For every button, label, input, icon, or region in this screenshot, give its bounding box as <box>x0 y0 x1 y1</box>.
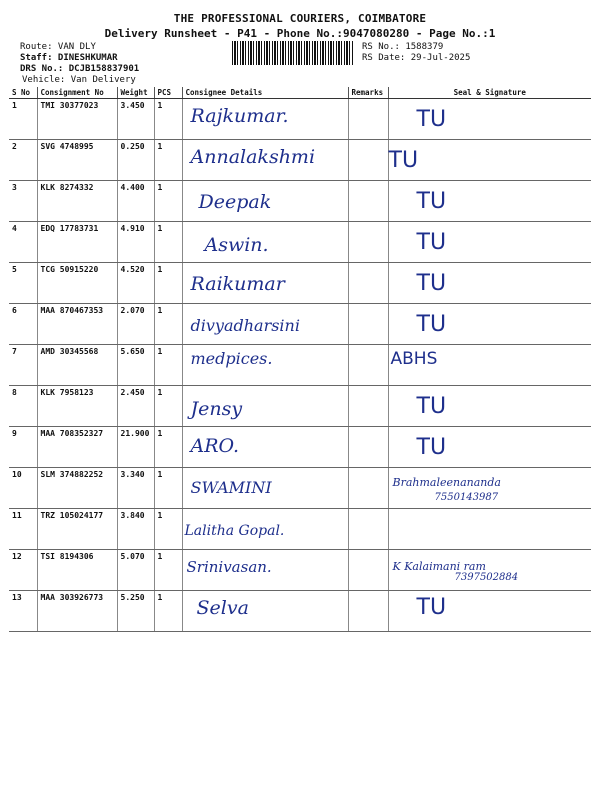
handwritten-seal: TU <box>416 230 447 255</box>
cell-consignment: TRZ 105024177 <box>37 509 117 550</box>
cell-consignee <box>182 591 348 632</box>
staff-label: Staff: DINESHKUMAR <box>20 53 118 63</box>
cell-seal <box>388 304 591 345</box>
handwritten-signature: Rajkumar. <box>190 105 289 127</box>
cell-remarks <box>348 509 388 550</box>
cell-weight: 4.520 <box>117 263 154 304</box>
col-header-remarks: Remarks <box>348 87 388 99</box>
handwritten-seal: K Kalaimani ram <box>392 560 486 573</box>
cell-consignee <box>182 263 348 304</box>
handwritten-seal: TU <box>416 595 447 620</box>
cell-consignment: AMD 30345568 <box>37 345 117 386</box>
col-header-seal: Seal & Signature <box>388 87 591 99</box>
cell-seal <box>388 99 591 140</box>
handwritten-phone: 7397502884 <box>454 572 519 583</box>
handwritten-signature: medpices. <box>190 349 273 368</box>
table-row <box>9 304 591 345</box>
cell-sno: 2 <box>9 140 37 181</box>
cell-pcs: 1 <box>154 386 182 427</box>
cell-sno: 7 <box>9 345 37 386</box>
cell-seal <box>388 263 591 304</box>
cell-remarks <box>348 345 388 386</box>
col-header-consignment: Consignment No <box>37 87 117 99</box>
cell-remarks <box>348 304 388 345</box>
cell-pcs: 1 <box>154 550 182 591</box>
cell-consignee <box>182 99 348 140</box>
cell-consignee <box>182 140 348 181</box>
cell-sno: 1 <box>9 99 37 140</box>
cell-consignment: MAA 708352327 <box>37 427 117 468</box>
cell-remarks <box>348 591 388 632</box>
cell-weight: 3.840 <box>117 509 154 550</box>
handwritten-signature: divyadharsini <box>190 316 300 335</box>
handwritten-signature: Deepak <box>198 191 272 213</box>
cell-weight: 21.900 <box>117 427 154 468</box>
cell-consignee <box>182 181 348 222</box>
table-row <box>9 591 591 632</box>
handwritten-signature: Selva <box>196 597 249 619</box>
cell-remarks <box>348 140 388 181</box>
cell-consignment: SLM 374882252 <box>37 468 117 509</box>
table-row <box>9 140 591 181</box>
table-row <box>9 99 591 140</box>
cell-pcs: 1 <box>154 99 182 140</box>
route-label: Route: VAN DLY <box>20 42 96 52</box>
cell-pcs: 1 <box>154 345 182 386</box>
cell-remarks <box>348 181 388 222</box>
cell-seal <box>388 509 591 550</box>
table-row <box>9 222 591 263</box>
cell-pcs: 1 <box>154 222 182 263</box>
handwritten-seal: TU <box>416 394 447 419</box>
cell-consignee <box>182 427 348 468</box>
cell-weight: 0.250 <box>117 140 154 181</box>
handwritten-seal: TU <box>416 107 447 132</box>
handwritten-signature: Aswin. <box>204 234 269 256</box>
cell-sno: 3 <box>9 181 37 222</box>
cell-remarks <box>348 99 388 140</box>
cell-consignee <box>182 345 348 386</box>
cell-sno: 8 <box>9 386 37 427</box>
handwritten-signature: ARO. <box>190 435 240 457</box>
cell-remarks <box>348 550 388 591</box>
table-row <box>9 509 591 550</box>
cell-sno: 13 <box>9 591 37 632</box>
cell-consignee <box>182 509 348 550</box>
handwritten-signature: Lalitha Gopal. <box>184 523 285 539</box>
cell-sno: 11 <box>9 509 37 550</box>
cell-consignment: TMI 30377023 <box>37 99 117 140</box>
cell-pcs: 1 <box>154 591 182 632</box>
cell-sno: 12 <box>9 550 37 591</box>
cell-sno: 9 <box>9 427 37 468</box>
cell-weight: 5.250 <box>117 591 154 632</box>
handwritten-signature: Srinivasan. <box>186 558 272 576</box>
cell-seal <box>388 386 591 427</box>
col-header-sno: S No <box>9 87 37 99</box>
cell-remarks <box>348 468 388 509</box>
cell-consignment: EDQ 17783731 <box>37 222 117 263</box>
cell-consignee <box>182 386 348 427</box>
handwritten-seal: TU <box>416 435 447 460</box>
cell-remarks <box>348 263 388 304</box>
cell-seal <box>388 591 591 632</box>
cell-consignee <box>182 468 348 509</box>
cell-consignment: KLK 7958123 <box>37 386 117 427</box>
handwritten-signature: Jensy <box>190 398 243 420</box>
table-row <box>9 345 591 386</box>
handwritten-seal: Brahmaleenananda <box>392 476 501 489</box>
cell-consignment: MAA 870467353 <box>37 304 117 345</box>
cell-seal <box>388 427 591 468</box>
table-row <box>9 468 591 509</box>
delivery-table <box>9 87 591 632</box>
table-row <box>9 386 591 427</box>
cell-pcs: 1 <box>154 304 182 345</box>
vehicle-label: Vehicle: Van Delivery <box>22 75 136 85</box>
cell-pcs: 1 <box>154 181 182 222</box>
cell-seal <box>388 468 591 509</box>
cell-pcs: 1 <box>154 468 182 509</box>
handwritten-seal: ABHS <box>390 349 438 369</box>
col-header-pcs: PCS <box>154 87 182 99</box>
rs-number: RS No.: 1588379 <box>362 42 444 52</box>
cell-weight: 5.650 <box>117 345 154 386</box>
handwritten-signature: Raikumar <box>190 273 285 295</box>
cell-seal <box>388 140 591 181</box>
cell-pcs: 1 <box>154 140 182 181</box>
table-header-row <box>9 87 591 99</box>
table-row <box>9 550 591 591</box>
handwritten-seal: TU <box>388 148 419 173</box>
cell-sno: 10 <box>9 468 37 509</box>
table-row <box>9 181 591 222</box>
cell-weight: 2.450 <box>117 386 154 427</box>
table-row <box>9 427 591 468</box>
barcode <box>232 41 354 65</box>
handwritten-seal: TU <box>416 312 447 337</box>
cell-remarks <box>348 386 388 427</box>
col-header-weight: Weight <box>117 87 154 99</box>
cell-weight: 5.070 <box>117 550 154 591</box>
col-header-consignee: Consignee Details <box>182 87 348 99</box>
runsheet-subtitle: Delivery Runsheet - P41 - Phone No.:9047080280 - Page No.:1 <box>104 27 496 40</box>
handwritten-phone: 7550143987 <box>434 492 499 503</box>
cell-consignment: TCG 50915220 <box>37 263 117 304</box>
cell-pcs: 1 <box>154 509 182 550</box>
cell-weight: 3.340 <box>117 468 154 509</box>
company-title: THE PROFESSIONAL COURIERS, COIMBATORE <box>173 12 427 25</box>
cell-sno: 6 <box>9 304 37 345</box>
cell-consignee <box>182 550 348 591</box>
cell-consignee <box>182 222 348 263</box>
handwritten-signature: Annalakshmi <box>190 146 316 168</box>
cell-consignment: KLK 8274332 <box>37 181 117 222</box>
cell-seal <box>388 345 591 386</box>
handwritten-seal: TU <box>416 271 447 296</box>
cell-seal <box>388 181 591 222</box>
cell-pcs: 1 <box>154 427 182 468</box>
cell-sno: 4 <box>9 222 37 263</box>
cell-sno: 5 <box>9 263 37 304</box>
cell-seal <box>388 550 591 591</box>
cell-remarks <box>348 427 388 468</box>
cell-consignment: SVG 4748995 <box>37 140 117 181</box>
cell-pcs: 1 <box>154 263 182 304</box>
cell-weight: 4.400 <box>117 181 154 222</box>
handwritten-seal: TU <box>416 189 447 214</box>
handwritten-signature: SWAMINI <box>190 478 272 497</box>
cell-consignment: TSI 8194306 <box>37 550 117 591</box>
cell-seal <box>388 222 591 263</box>
cell-remarks <box>348 222 388 263</box>
cell-weight: 4.910 <box>117 222 154 263</box>
rs-date: RS Date: 29-Jul-2025 <box>362 53 471 63</box>
table-row <box>9 263 591 304</box>
cell-consignee <box>182 304 348 345</box>
drs-number: DRS No.: DCJB158837901 <box>20 64 140 74</box>
cell-weight: 2.070 <box>117 304 154 345</box>
cell-consignment: MAA 303926773 <box>37 591 117 632</box>
cell-weight: 3.450 <box>117 99 154 140</box>
